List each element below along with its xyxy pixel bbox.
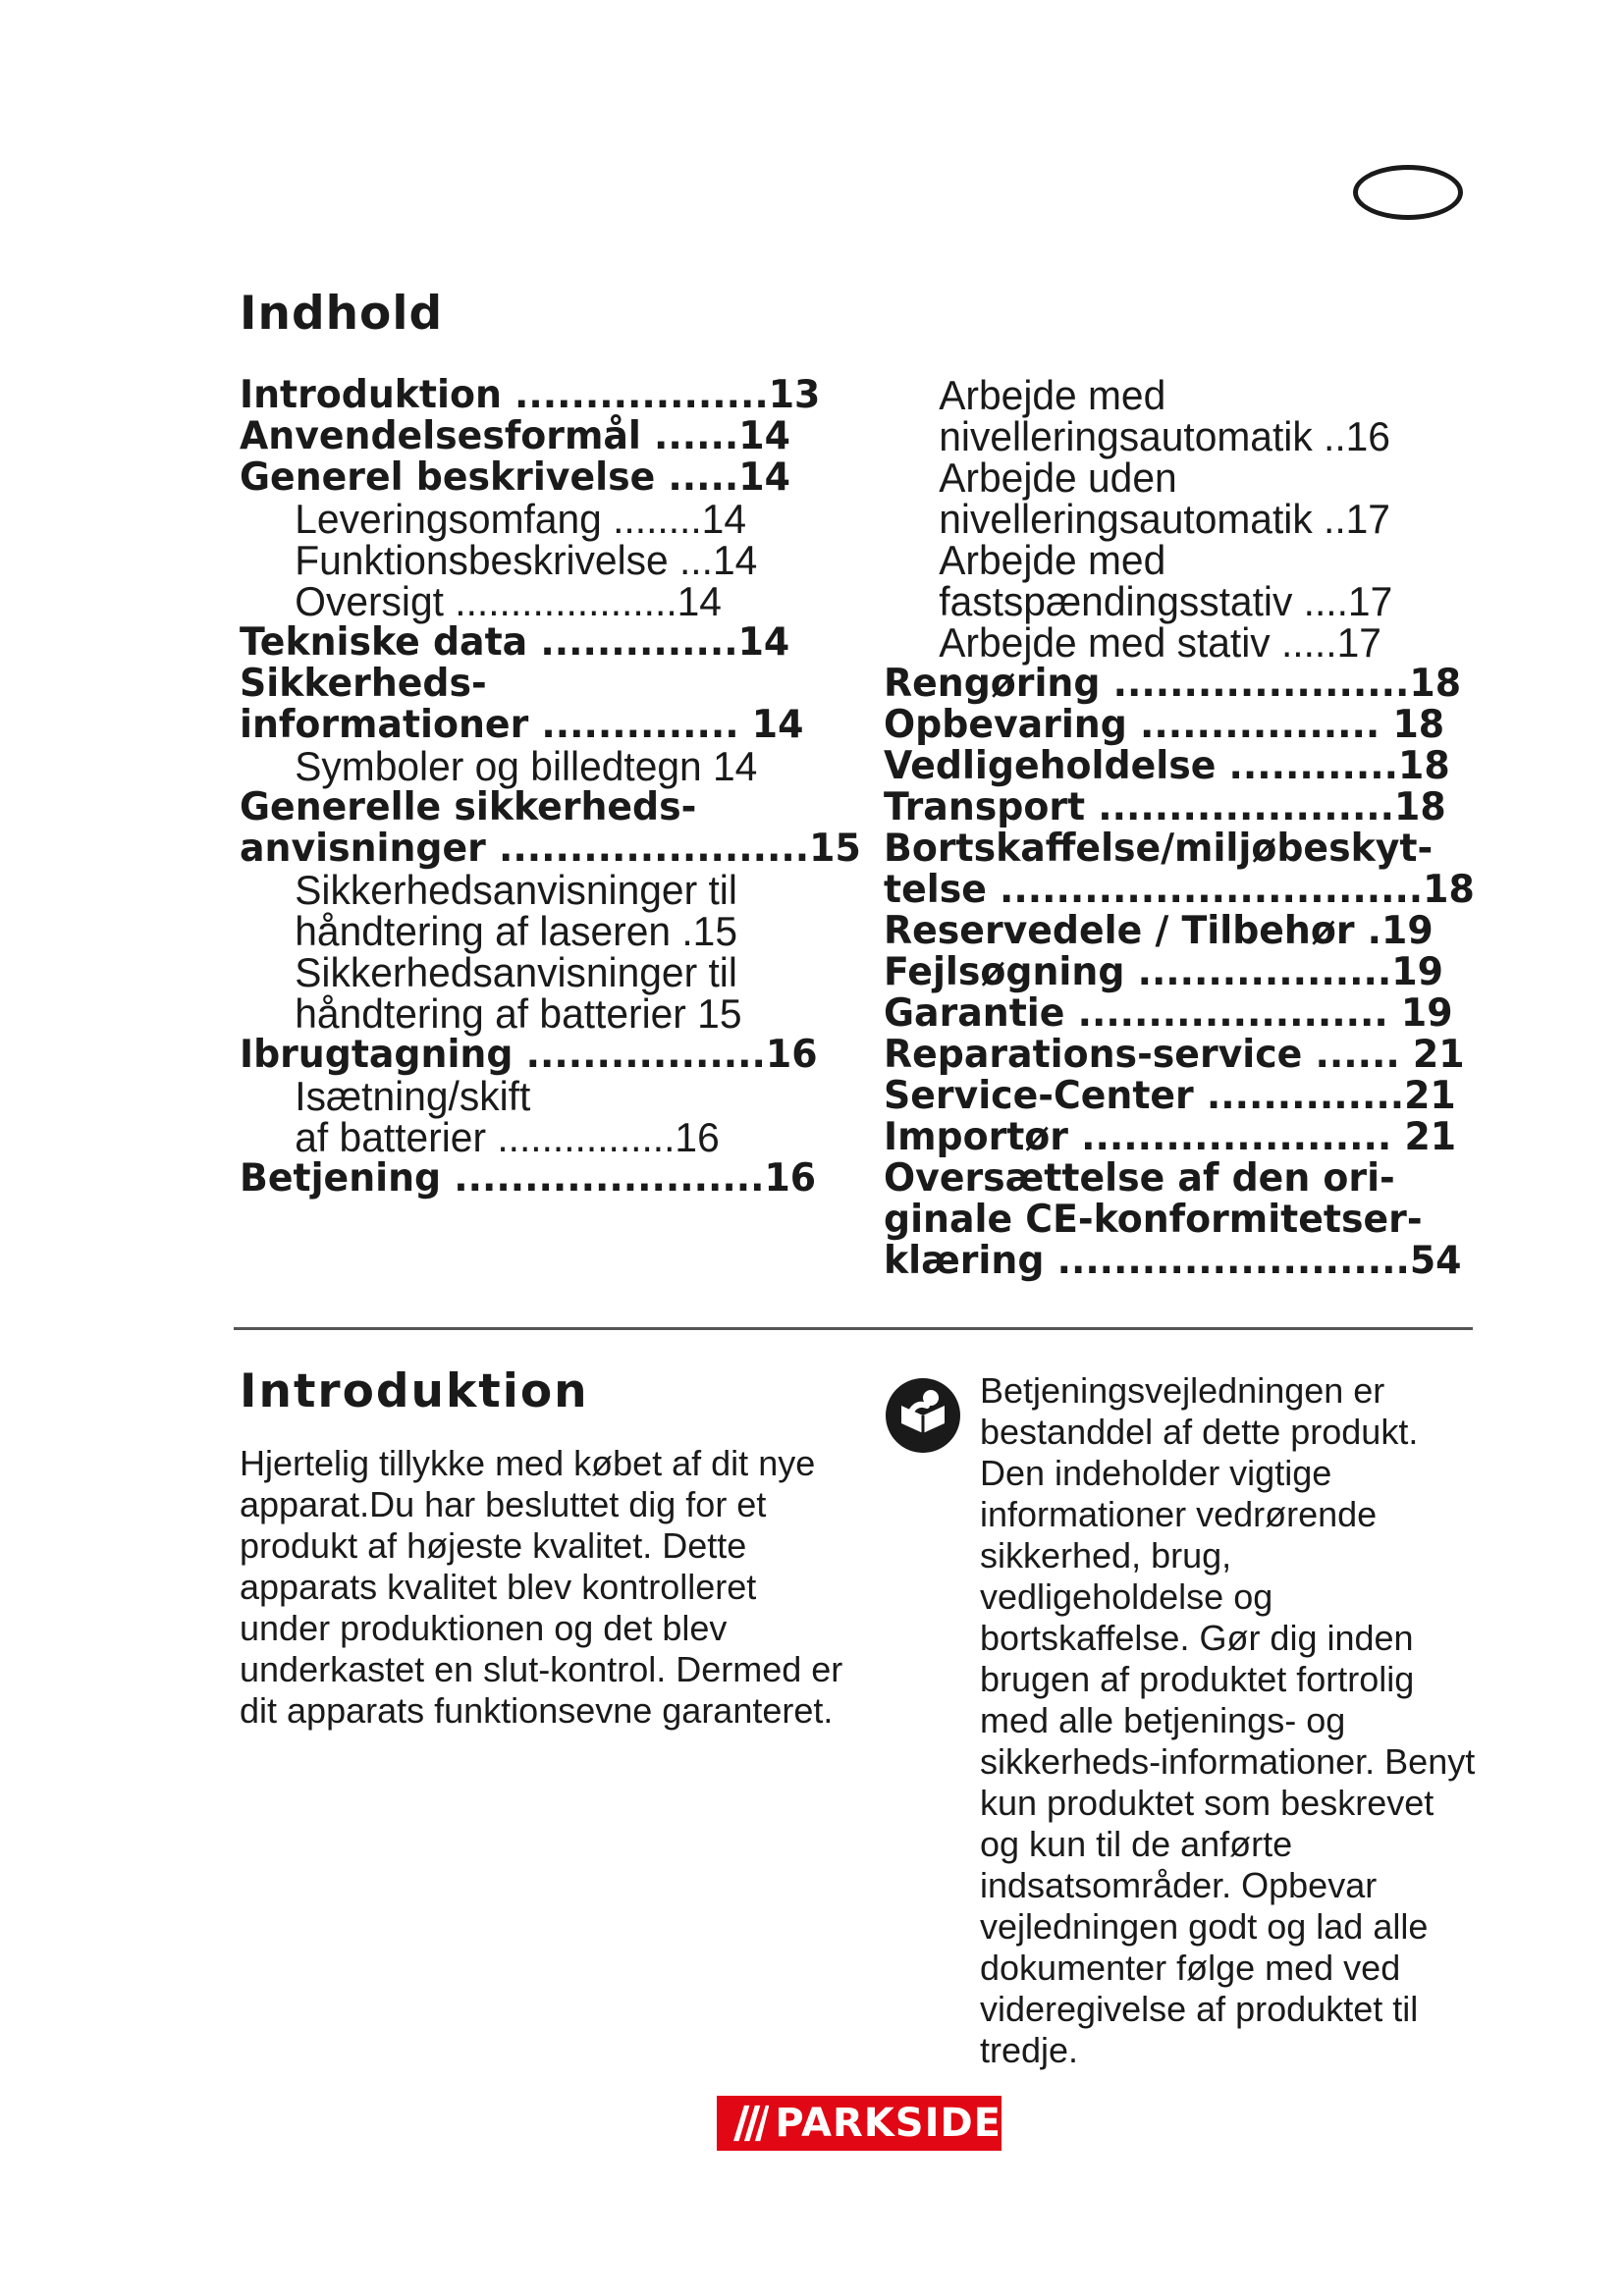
toc-entry: Generelle sikkerheds- (240, 785, 697, 829)
toc-entry: Generel beskrivelse .....14 (240, 455, 790, 500)
toc-entry: telse ..............................18 (884, 868, 1475, 912)
logo-text: PARKSIDE (775, 2101, 1001, 2146)
toc-entry: ginale CE-konformitetser- (884, 1198, 1423, 1242)
brand-logo (717, 2096, 1001, 2151)
toc-entry: Oversigt ....................14 (295, 578, 722, 624)
logo-slashes-icon (725, 2102, 769, 2145)
toc-entry: håndtering af batterier 15 (295, 990, 742, 1037)
toc-entry: Arbejde med (939, 537, 1166, 583)
toc-entry: Funktionsbeskrivelse ...14 (295, 537, 758, 583)
intro-heading: Introduktion (240, 1364, 589, 1418)
toc-entry: Rengøring .....................18 (884, 662, 1462, 706)
toc-entry: Bortskaffelse/miljøbeskyt- (884, 827, 1434, 871)
toc-entry: Fejlsøgning ..................19 (884, 950, 1443, 994)
toc-entry: Importør ...................... 21 (884, 1115, 1457, 1159)
toc-heading: Indhold (240, 287, 444, 341)
toc-entry: informationer .............. 14 (240, 703, 804, 747)
toc-entry: af batterier ................16 (295, 1114, 720, 1160)
toc-entry: Transport .....................18 (884, 785, 1446, 829)
toc-entry: Opbevaring ................. 18 (884, 703, 1445, 747)
toc-entry: Arbejde med stativ .....17 (939, 619, 1381, 666)
toc-entry: Symboler og billedtegn 14 (295, 743, 758, 789)
toc-left-column (240, 373, 861, 1201)
toc-entry: nivelleringsautomatik ..16 (939, 413, 1390, 459)
toc-entry: Service-Center ..............21 (884, 1074, 1456, 1118)
toc-entry: håndtering af laseren .15 (295, 908, 737, 954)
toc-entry: Introduktion ..................13 (240, 373, 821, 417)
toc-entry: Reparations-service ...... 21 (884, 1033, 1465, 1077)
toc-entry: Oversættelse af den ori- (884, 1156, 1395, 1201)
toc-entry: klæring .........................54 (884, 1239, 1462, 1283)
toc-entry: Reservedele / Tilbehør .19 (884, 909, 1434, 953)
manual-note: Betjeningsvejledningen er bestanddel af dette produkt. Den indeholder vigtige informationer vedrørende sikkerhed, brug, vedligeholdelse og bortskaffelse. Gør dig inden brugen af produktet fortrolig med alle betjenings- og sikkerheds-informationer. Benyt kun produktet som beskrevet og kun til de anførte indsatsområder. Opbevar vejledningen godt og lad alle dokumenter følge med ved videregivelse af produktet til tredje. (980, 1370, 1476, 2070)
toc-entry: Leveringsomfang ........14 (295, 496, 746, 542)
toc-entry: Arbejde med (939, 372, 1166, 418)
toc-entry: Isætning/skift (295, 1073, 531, 1119)
toc-entry: Vedligeholdelse ............18 (884, 744, 1450, 788)
toc-entry: Ibrugtagning .................16 (240, 1033, 818, 1077)
section-divider (234, 1327, 1473, 1330)
toc-entry: Tekniske data ..............14 (240, 620, 790, 665)
intro-body: Hjertelig tillykke med købet af dit nye apparat.Du har besluttet dig for et produkt af højeste kvalitet. Dette apparats kvalitet blev kontrolleret under produktionen og det blev underkastet en slut-kontrol. Dermed er dit apparats funktionsevne garanteret. (240, 1443, 843, 1731)
toc-entry: Arbejde uden (939, 454, 1177, 501)
read-manual-icon (884, 1376, 962, 1455)
toc-entry: anvisninger ......................15 (240, 827, 861, 871)
toc-right-column (884, 372, 1475, 1283)
toc-entry: nivelleringsautomatik ..17 (939, 496, 1390, 542)
toc-entry: Sikkerhedsanvisninger til (295, 867, 737, 913)
toc-entry: Betjening ......................16 (240, 1156, 817, 1201)
toc-entry: fastspændingsstativ ....17 (939, 578, 1393, 624)
country-badge (1353, 165, 1463, 220)
toc-entry: Anvendelsesformål ......14 (240, 414, 790, 458)
toc-entry: Sikkerheds- (240, 662, 487, 706)
toc-entry: Garantie ...................... 19 (884, 991, 1453, 1036)
toc-entry: Sikkerhedsanvisninger til (295, 949, 737, 995)
